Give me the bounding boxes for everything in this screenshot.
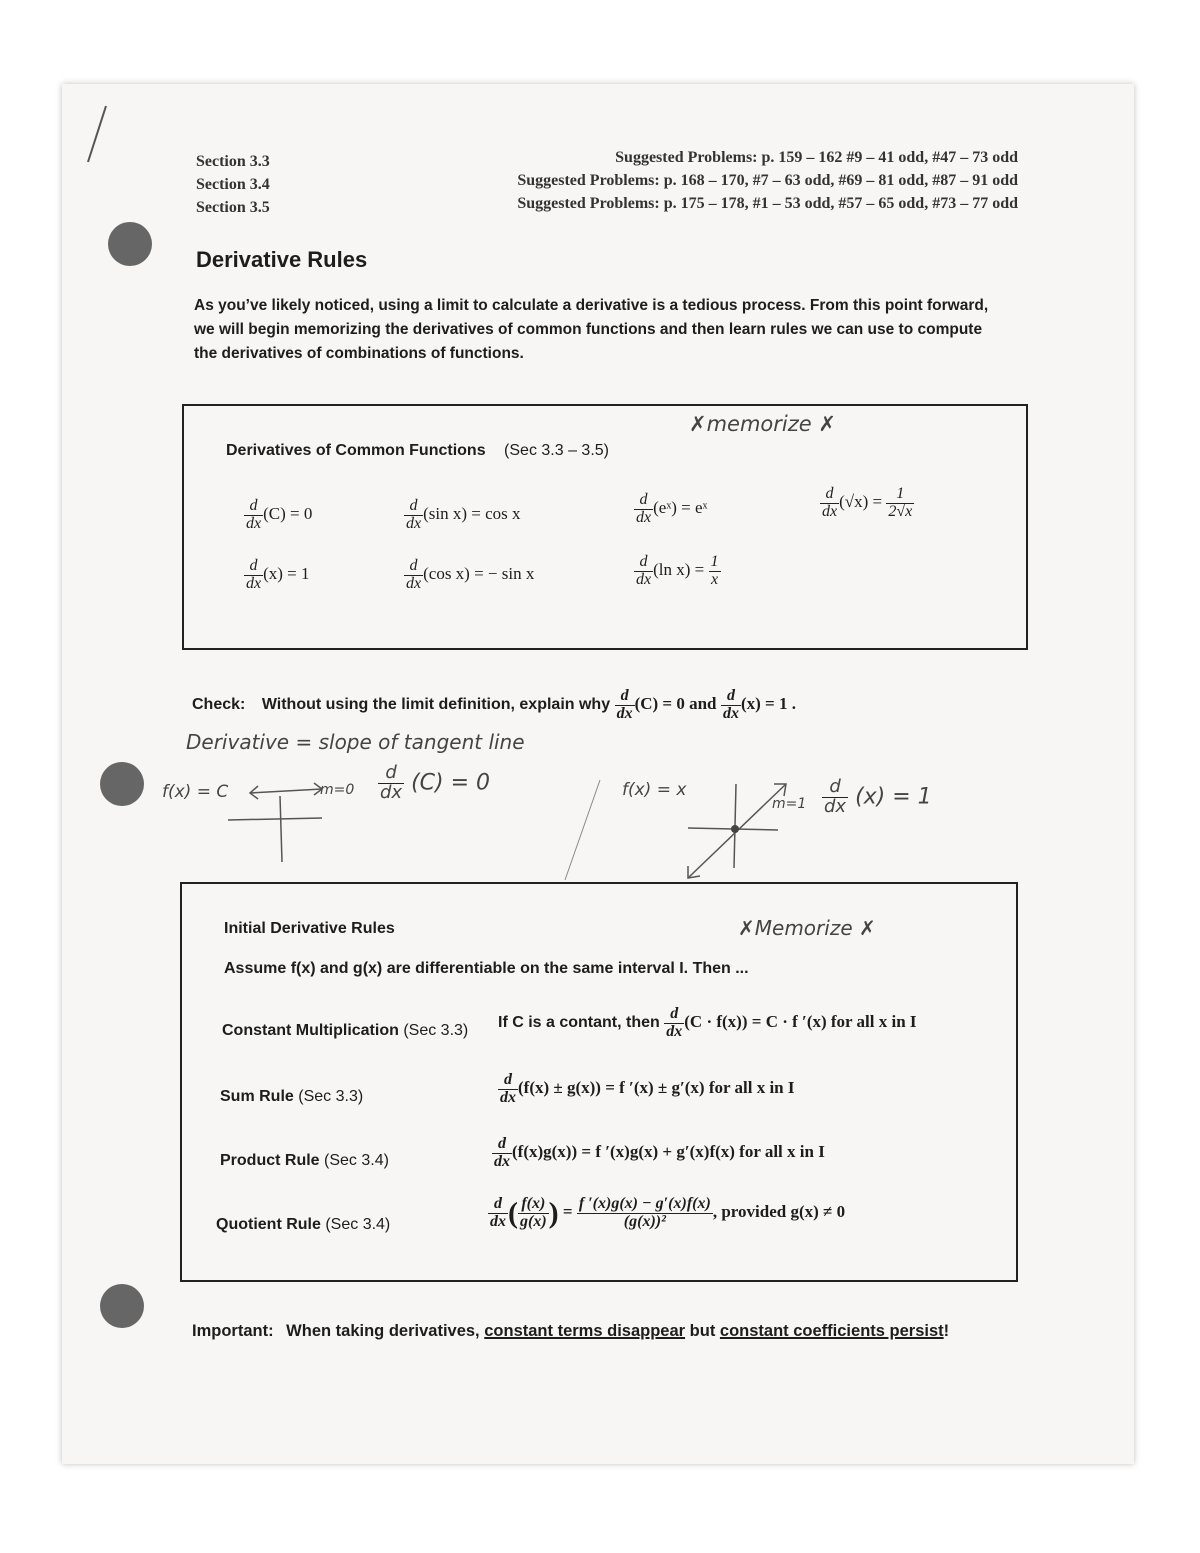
deriv-sin: $\frac{d}{dx}$ (sin x) = cos x xyxy=(406,497,521,532)
deriv-cos: $\frac{d}{dx}$ (cos x) = − sin x xyxy=(406,557,535,592)
hand-c-zero: $\frac{d}{dx}$ (C) = 0 xyxy=(380,762,491,803)
product-rule-expr: $\frac{d}{dx}$ (f(x)g(x)) = f ′(x)g(x) + g′(x)f(x) for all x in I xyxy=(494,1135,825,1170)
initial-rules-box xyxy=(180,882,1018,1282)
handwritten-answer: Derivative = slope of tangent line xyxy=(186,730,525,754)
memorize-note: ✗memorize ✗ xyxy=(689,412,836,436)
deriv-exp: $\frac{d}{dx}$ (eˣ) = eˣ xyxy=(636,491,708,526)
section-3-4: Section 3.4 xyxy=(196,176,270,193)
hand-m0: m=0 xyxy=(320,782,355,798)
page-title: Derivative Rules xyxy=(196,247,368,272)
problems-3-4: Suggested Problems: p. 168 – 170, #7 – 63 odd, #69 – 81 odd, #87 – 91 odd xyxy=(517,172,1018,189)
intro-paragraph: As you’ve likely noticed, using a limit to calculate a derivative is a tedious process. From this point forward, we will begin memorizing the derivatives of common functions and then learn rules we can use to compute the derivatives of combinations of functions. xyxy=(194,297,989,362)
hand-m1: m=1 xyxy=(772,796,807,812)
sum-rule-expr: $\frac{d}{dx}$ (f(x) ± g(x)) = f ′(x) ± g′(x) for all x in I xyxy=(500,1071,795,1106)
important-note: Important: When taking derivatives, constant terms disappear but constant coefficients persist! xyxy=(192,1322,950,1340)
problems-3-5: Suggested Problems: p. 175 – 178, #1 – 53 odd, #57 – 65 odd, #73 – 77 odd xyxy=(517,195,1018,212)
hand-fx-x: f(x) = x xyxy=(622,780,687,800)
hand-fx-c: f(x) = C xyxy=(162,782,229,802)
memorize-note-2: ✗Memorize ✗ xyxy=(738,916,876,940)
rules-box-title: Initial Derivative Rules xyxy=(224,920,395,937)
check-part1: (C) = 0 and xyxy=(634,694,717,714)
constant-rule-expr: If C is a contant, then $\frac{d}{dx}$ (C · f(x)) = C · f ′(x) for all x in I xyxy=(498,1005,917,1040)
check-text: Without using the limit definition, explain why xyxy=(261,696,611,714)
problems-3-3: Suggested Problems: p. 159 – 162 #9 – 41 odd, #47 – 73 odd xyxy=(615,149,1018,166)
deriv-x: $\frac{d}{dx}$ (x) = 1 xyxy=(246,557,310,592)
deriv-constant: $\frac{d}{dx}$ (C) = 0 xyxy=(246,497,313,532)
constant-rule-label: Constant Multiplication (Sec 3.3) xyxy=(222,1022,469,1039)
product-rule-label: Product Rule (Sec 3.4) xyxy=(220,1152,389,1169)
deriv-sqrt: $\frac{d}{dx}$ (√x) = $\frac{1}{2√x}$ xyxy=(822,485,913,520)
check-part2: (x) = 1 . xyxy=(740,694,796,714)
section-3-5: Section 3.5 xyxy=(196,199,270,216)
hand-x-one: $\frac{d}{dx}$ (x) = 1 xyxy=(824,776,932,817)
check-label: Check: xyxy=(192,696,246,714)
binder-hole-bottom xyxy=(100,1284,144,1328)
common-box-sec: (Sec 3.3 – 3.5) xyxy=(504,442,609,459)
sum-rule-label: Sum Rule (Sec 3.3) xyxy=(220,1088,364,1105)
quotient-rule-expr: $\frac{d}{dx}$ ( $\frac{f(x)}{g(x)}$ ) = $\frac{f '(x)g(x) - g'(x)f(x)}{\text{(g(x))²}}$ , provided g(x) ≠ 0 xyxy=(490,1195,846,1230)
common-box-title: Derivatives of Common Functions (Sec 3.3 – 3.5) xyxy=(226,442,609,459)
deriv-ln: $\frac{d}{dx}$ (ln x) = $\frac{1}{x}$ xyxy=(636,553,719,588)
assume-line: Assume f(x) and g(x) are differentiable on the same interval I. Then ... xyxy=(224,960,749,977)
check-question: Check: Without using the limit definition, explain why $\frac{d}{dx}$ (C) = 0 and $\frac{d}{dx}$ (x) = 1 . xyxy=(192,687,796,722)
quotient-rule-label: Quotient Rule (Sec 3.4) xyxy=(216,1216,391,1233)
section-3-3: Section 3.3 xyxy=(196,153,270,170)
